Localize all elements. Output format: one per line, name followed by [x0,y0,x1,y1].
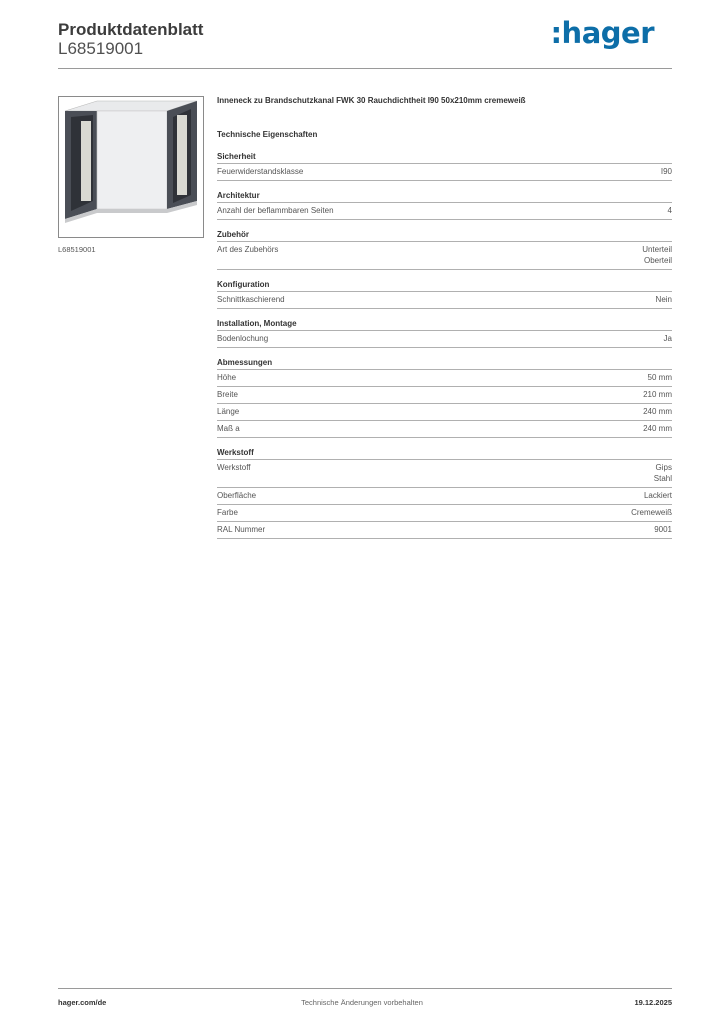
spec-label: Höhe [217,373,237,382]
spec-value-line: 50 mm [647,373,672,382]
spec-section [217,191,672,220]
logo-text: hager [561,16,654,50]
spec-label: Oberfläche [217,491,257,500]
header-divider [58,68,672,69]
corner-duct-illustration [59,97,203,237]
spec-section [217,152,672,181]
spec-row [217,292,672,309]
spec-value [644,490,672,501]
spec-value-line: Ja [663,334,672,343]
spec-label: Farbe [217,508,238,517]
spec-section [217,319,672,348]
spec-section [217,280,672,309]
section-title: Abmessungen [217,358,672,370]
page-title: Produktdatenblatt [58,20,204,39]
spec-value [668,205,672,216]
spec-label: Schnittkaschierend [217,295,285,304]
section-title: Installation, Montage [217,319,672,331]
spec-row [217,460,672,488]
spec-content [217,96,672,549]
spec-value-line: Nein [655,295,672,304]
spec-row [217,242,672,270]
spec-value [643,389,672,400]
spec-label: Bodenlochung [217,334,269,343]
spec-value-line: Lackiert [643,491,672,500]
spec-label: RAL Nummer [217,525,266,534]
spec-section [217,230,672,270]
footer-divider [58,988,672,989]
product-title: Inneneck zu Brandschutzkanal FWK 30 Rauchdichtheit I90 50x210mm cremeweiß [217,96,526,105]
product-code: L68519001 [58,39,144,58]
spec-value [654,462,672,484]
spec-value [631,507,672,518]
footer-date: 19.12.2025 [634,998,672,1007]
spec-label: Werkstoff [217,463,251,472]
spec-value [656,294,672,305]
image-caption: L68519001 [58,245,96,254]
spec-row [217,505,672,522]
spec-row [217,331,672,348]
spec-row [217,522,672,539]
footer-website: hager.com/de [58,998,107,1007]
product-image [58,96,204,238]
spec-row [217,404,672,421]
spec-value-line: Cremeweiß [631,508,672,517]
spec-row [217,370,672,387]
spec-value [643,423,672,434]
spec-value-line: Gips [655,463,672,472]
spec-label: Maß a [217,424,240,433]
spec-section [217,358,672,438]
spec-row [217,421,672,438]
hager-logo: :hager [550,16,654,50]
spec-value-line: Oberteil [643,256,672,265]
spec-sections [217,152,672,539]
spec-value-line: 240 mm [643,424,672,433]
spec-value-line: Stahl [653,474,672,483]
section-title: Werkstoff [217,448,672,460]
spec-value [642,244,672,266]
spec-row [217,203,672,220]
spec-value-line: 210 mm [643,390,672,399]
spec-value [661,166,672,177]
spec-row [217,488,672,505]
tech-heading: Technische Eigenschaften [217,130,318,139]
spec-value-line: 240 mm [643,407,672,416]
section-title: Sicherheit [217,152,672,164]
spec-value-line: I90 [660,167,672,176]
spec-label: Breite [217,390,238,399]
spec-value-line: Unterteil [642,245,672,254]
spec-value [654,524,672,535]
section-title: Konfiguration [217,280,672,292]
spec-label: Länge [217,407,240,416]
spec-section [217,448,672,539]
spec-value-line: 4 [667,206,672,215]
spec-label: Feuerwiderstandsklasse [217,167,304,176]
spec-value [664,333,672,344]
spec-label: Art des Zubehörs [217,245,279,254]
spec-label: Anzahl der beflammbaren Seiten [217,206,334,215]
section-title: Architektur [217,191,672,203]
spec-row [217,387,672,404]
spec-row [217,164,672,181]
section-title: Zubehör [217,230,672,242]
footer-notice: Technische Änderungen vorbehalten [301,998,423,1007]
spec-value [648,372,672,383]
spec-value-line: 9001 [654,525,672,534]
spec-value [643,406,672,417]
